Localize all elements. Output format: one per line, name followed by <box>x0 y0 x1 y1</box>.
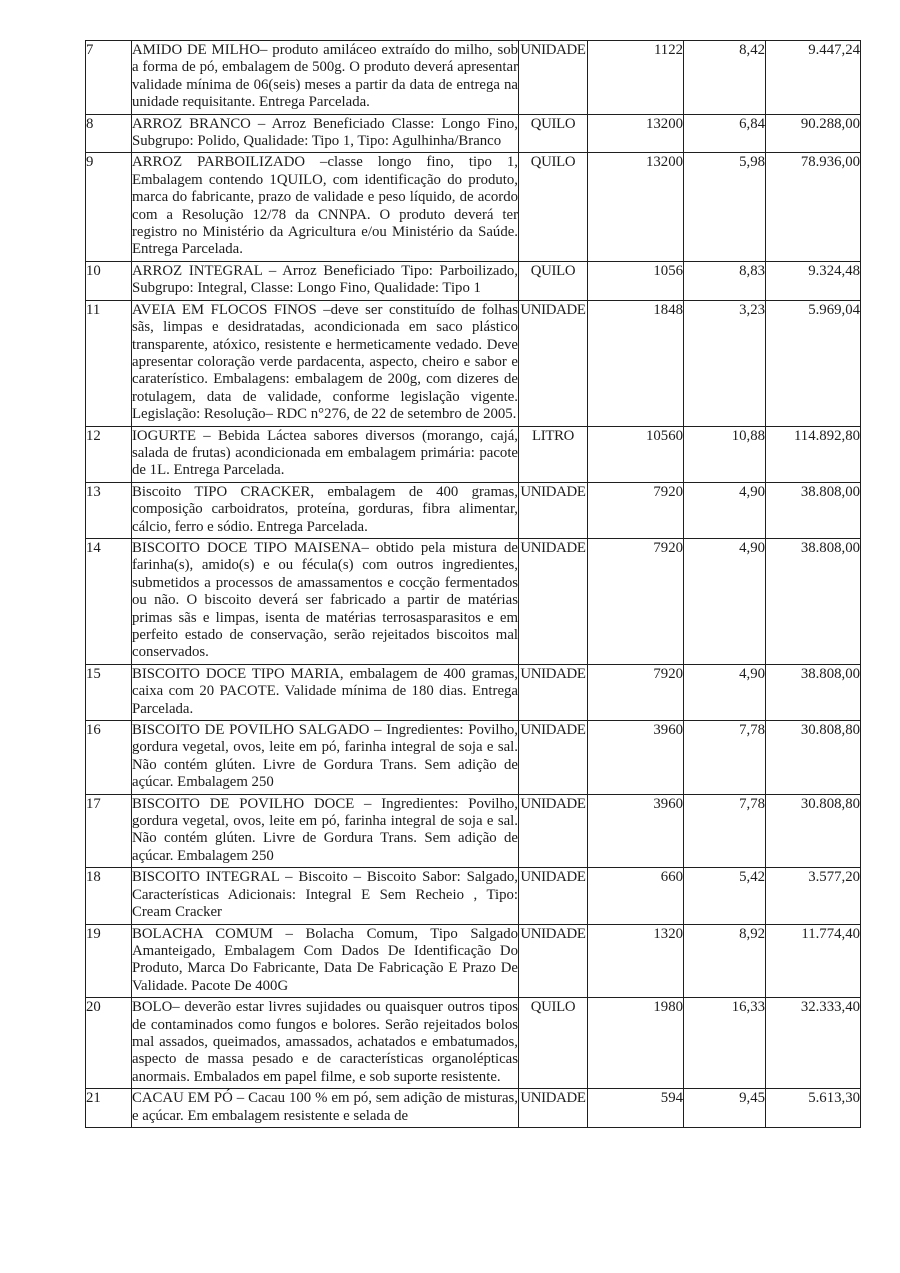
quantity-cell: 7920 <box>588 482 684 538</box>
items-table <box>85 40 861 1128</box>
table-row <box>86 1089 861 1128</box>
unit-cell: QUILO <box>519 153 588 261</box>
total-cell: 38.808,00 <box>766 664 861 720</box>
quantity-cell: 1848 <box>588 300 684 426</box>
quantity-cell: 660 <box>588 868 684 924</box>
table-row <box>86 538 861 664</box>
description-cell: CACAU EM PÓ – Cacau 100 % em pó, sem adição de misturas, e açúcar. Em embalagem resistente e selada de <box>132 1089 519 1128</box>
total-cell: 38.808,00 <box>766 538 861 664</box>
description-cell: IOGURTE – Bebida Láctea sabores diversos (morango, cajá, salada de frutas) acondicionada em embalagem primária: pacote de 1L. Entrega Parcelada. <box>132 426 519 482</box>
table-row <box>86 114 861 153</box>
unit-cell: UNIDADE <box>519 924 588 998</box>
quantity-cell: 1122 <box>588 41 684 115</box>
unit-cell: UNIDADE <box>519 721 588 795</box>
unit-price-cell: 8,42 <box>684 41 766 115</box>
unit-cell: UNIDADE <box>519 41 588 115</box>
description-cell: BISCOITO DOCE TIPO MAISENA– obtido pela mistura de farinha(s), amido(s) e ou fécula(s) com outros ingredientes, submetidos a processos de amassamentos e cocção fermentados ou não. O biscoito deverá ser fabricado a partir de matérias primas sãs e limpas, isenta de matérias terrosasparasitos e em perfeito estado de conservação, serão rejeitados biscoitos mal conservados. <box>132 538 519 664</box>
description-cell: BISCOITO DE POVILHO SALGADO – Ingredientes: Povilho, gordura vegetal, ovos, leite em pó, farinha integral de soja e sal. Não contém glúten. Livre de Gordura Trans. Sem adição de açúcar. Embalagem 250 <box>132 721 519 795</box>
description-cell: AMIDO DE MILHO– produto amiláceo extraído do milho, sob a forma de pó, embalagem de 500g. O produto deverá apresentar validade mínima de 06(seis) meses a partir da data de entrega na unidade requisitante. Entrega Parcelada. <box>132 41 519 115</box>
description-cell: ARROZ BRANCO – Arroz Beneficiado Classe: Longo Fino, Subgrupo: Polido, Qualidade: Tipo 1, Tipo: Agulhinha/Branco <box>132 114 519 153</box>
item-number-cell: 17 <box>86 794 132 868</box>
description-cell: Biscoito TIPO CRACKER, embalagem de 400 gramas, composição carboidratos, proteína, gorduras, fibra alimentar, cálcio, ferro e sódio. Entrega Parcelada. <box>132 482 519 538</box>
item-number-cell: 20 <box>86 998 132 1089</box>
table-row <box>86 300 861 426</box>
quantity-cell: 3960 <box>588 721 684 795</box>
quantity-cell: 1056 <box>588 261 684 300</box>
quantity-cell: 7920 <box>588 664 684 720</box>
unit-price-cell: 4,90 <box>684 538 766 664</box>
unit-price-cell: 5,98 <box>684 153 766 261</box>
item-number-cell: 12 <box>86 426 132 482</box>
total-cell: 9.447,24 <box>766 41 861 115</box>
unit-cell: UNIDADE <box>519 664 588 720</box>
unit-cell: QUILO <box>519 998 588 1089</box>
table-row <box>86 721 861 795</box>
item-number-cell: 21 <box>86 1089 132 1128</box>
table-row <box>86 664 861 720</box>
table-row <box>86 482 861 538</box>
item-number-cell: 18 <box>86 868 132 924</box>
quantity-cell: 7920 <box>588 538 684 664</box>
quantity-cell: 10560 <box>588 426 684 482</box>
unit-cell: UNIDADE <box>519 538 588 664</box>
item-number-cell: 16 <box>86 721 132 795</box>
unit-price-cell: 5,42 <box>684 868 766 924</box>
unit-price-cell: 7,78 <box>684 721 766 795</box>
unit-price-cell: 8,83 <box>684 261 766 300</box>
unit-cell: UNIDADE <box>519 1089 588 1128</box>
description-cell: ARROZ INTEGRAL – Arroz Beneficiado Tipo: Parboilizado, Subgrupo: Integral, Classe: Longo Fino, Qualidade: Tipo 1 <box>132 261 519 300</box>
item-number-cell: 15 <box>86 664 132 720</box>
total-cell: 38.808,00 <box>766 482 861 538</box>
quantity-cell: 594 <box>588 1089 684 1128</box>
unit-cell: QUILO <box>519 261 588 300</box>
item-number-cell: 14 <box>86 538 132 664</box>
table-row <box>86 41 861 115</box>
unit-cell: QUILO <box>519 114 588 153</box>
table-row <box>86 924 861 998</box>
unit-cell: LITRO <box>519 426 588 482</box>
item-number-cell: 9 <box>86 153 132 261</box>
unit-cell: UNIDADE <box>519 794 588 868</box>
quantity-cell: 1980 <box>588 998 684 1089</box>
table-row <box>86 868 861 924</box>
description-cell: BISCOITO DE POVILHO DOCE – Ingredientes: Povilho, gordura vegetal, ovos, leite em pó, farinha integral de soja e sal. Não contém glúten. Livre de Gordura Trans. Sem adição de açúcar. Embalagem 250 <box>132 794 519 868</box>
item-number-cell: 19 <box>86 924 132 998</box>
total-cell: 11.774,40 <box>766 924 861 998</box>
unit-price-cell: 10,88 <box>684 426 766 482</box>
quantity-cell: 3960 <box>588 794 684 868</box>
total-cell: 30.808,80 <box>766 794 861 868</box>
item-number-cell: 10 <box>86 261 132 300</box>
description-cell: BISCOITO DOCE TIPO MARIA, embalagem de 400 gramas, caixa com 20 PACOTE. Validade mínima de 180 dias. Entrega Parcelada. <box>132 664 519 720</box>
unit-cell: UNIDADE <box>519 482 588 538</box>
unit-price-cell: 6,84 <box>684 114 766 153</box>
description-cell: BISCOITO INTEGRAL – Biscoito – Biscoito Sabor: Salgado, Características Adicionais: Integral E Sem Recheio , Tipo: Cream Cracker <box>132 868 519 924</box>
quantity-cell: 13200 <box>588 153 684 261</box>
item-number-cell: 13 <box>86 482 132 538</box>
unit-price-cell: 7,78 <box>684 794 766 868</box>
total-cell: 3.577,20 <box>766 868 861 924</box>
unit-cell: UNIDADE <box>519 300 588 426</box>
description-cell: BOLACHA COMUM – Bolacha Comum, Tipo Salgado Amanteigado, Embalagem Com Dados De Identificação Do Produto, Marca Do Fabricante, Data De Fabricação E Prazo De Validade. Pacote De 400G <box>132 924 519 998</box>
description-cell: AVEIA EM FLOCOS FINOS –deve ser constituído de folhas sãs, limpas e desidratadas, acondicionada em saco plástico transparente, atóxico, resistente e hermeticamente vedado. Deve apresentar coloração verde pardacenta, aspecto, cheiro e sabor e caraterístico. Embalagens: embalagem de 200g, com dizeres de rotulagem, data de validade, conforme legislação vigente. Legislação: Resolução– RDC n°276, de 22 de setembro de 2005. <box>132 300 519 426</box>
table-row <box>86 261 861 300</box>
item-number-cell: 11 <box>86 300 132 426</box>
description-cell: BOLO– deverão estar livres sujidades ou quaisquer outros tipos de contaminados como fungos e bolores. Serão rejeitados bolos mal assados, queimados, amassados, achatados e embatumados, aspecto de massa pesado e de características organolépticas anormais. Embalados em papel filme, e sob suporte resistente. <box>132 998 519 1089</box>
total-cell: 9.324,48 <box>766 261 861 300</box>
quantity-cell: 13200 <box>588 114 684 153</box>
table-row <box>86 426 861 482</box>
total-cell: 5.969,04 <box>766 300 861 426</box>
table-row <box>86 153 861 261</box>
unit-price-cell: 4,90 <box>684 482 766 538</box>
unit-cell: UNIDADE <box>519 868 588 924</box>
total-cell: 5.613,30 <box>766 1089 861 1128</box>
items-table-body <box>86 41 861 1128</box>
description-cell: ARROZ PARBOILIZADO –classe longo fino, tipo 1, Embalagem contendo 1QUILO, com identificação do produto, marca do fabricante, prazo de validade e peso líquido, de acordo com a Resolução 12/78 da CNNPA. O produto deverá ter registro no Ministério da Agricultura e/ou Ministério da Saúde. Entrega Parcelada. <box>132 153 519 261</box>
total-cell: 32.333,40 <box>766 998 861 1089</box>
total-cell: 90.288,00 <box>766 114 861 153</box>
table-row <box>86 794 861 868</box>
unit-price-cell: 8,92 <box>684 924 766 998</box>
total-cell: 78.936,00 <box>766 153 861 261</box>
unit-price-cell: 9,45 <box>684 1089 766 1128</box>
total-cell: 114.892,80 <box>766 426 861 482</box>
unit-price-cell: 4,90 <box>684 664 766 720</box>
item-number-cell: 7 <box>86 41 132 115</box>
quantity-cell: 1320 <box>588 924 684 998</box>
unit-price-cell: 3,23 <box>684 300 766 426</box>
total-cell: 30.808,80 <box>766 721 861 795</box>
item-number-cell: 8 <box>86 114 132 153</box>
unit-price-cell: 16,33 <box>684 998 766 1089</box>
table-row <box>86 998 861 1089</box>
